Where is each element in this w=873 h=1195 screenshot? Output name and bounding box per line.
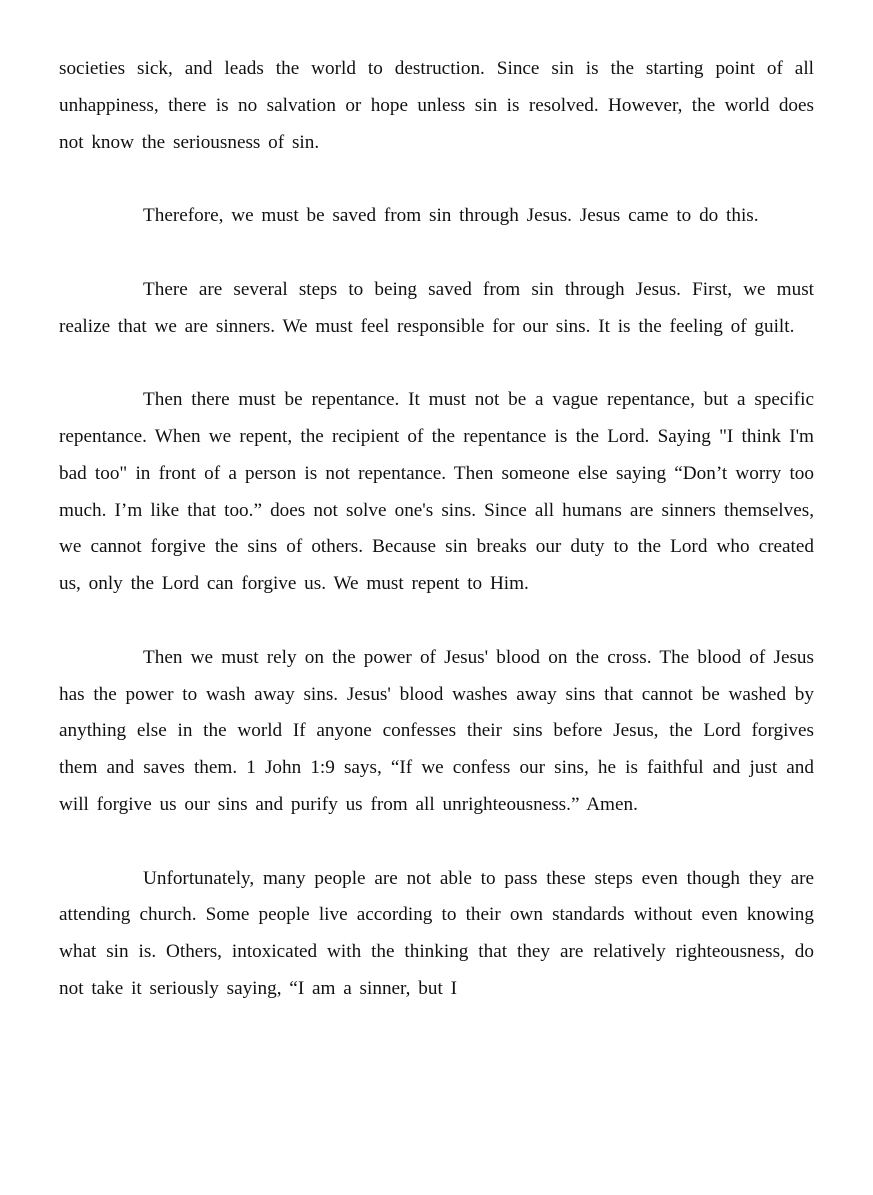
paragraph-saved-through-jesus: Therefore, we must be saved from sin through Jesus. Jesus came to do this. <box>143 205 759 227</box>
paragraph-steps: There are several steps to being saved from sin through Jesus. First, we must realize that we are sinners. We must feel responsible for our sins. It is the feeling of guilt. <box>59 278 814 337</box>
document-page <box>59 51 814 1008</box>
paragraph-repentance: Then there must be repentance. It must not be a vague repentance, but a specific repentance. When we repent, the recipient of the repentance is the Lord. Saying "I think I'm bad too" in front of a person is not repentance. Then someone else saying “Don’t worry too much. I’m like that too.” does not solve one's sins. Since all humans are sinners themselves, we cannot forgive the sins of others. Because sin breaks our duty to the Lord who created us, only the Lord can forgive us. We must repent to Him. <box>59 389 814 595</box>
paragraph-unfortunately: Unfortunately, many people are not able to pass these steps even though they are attending church. Some people live according to their own standards without even knowing what sin is. Others, intoxicated with the thinking that they are relatively righteousness, do not take it seriously saying, “I am a sinner, but I <box>59 867 814 999</box>
paragraph-continuation: societies sick, and leads the world to destruction. Since sin is the starting point of all unhappiness, there is no salvation or hope unless sin is resolved. However, the world does not know the seriousness of sin. <box>59 58 814 153</box>
paragraph-blood-of-jesus: Then we must rely on the power of Jesus' blood on the cross. The blood of Jesus has the power to wash away sins. Jesus' blood washes away sins that cannot be washed by anything else in the world If anyone confesses their sins before Jesus, the Lord forgives them and saves them. 1 John 1:9 says, “If we confess our sins, he is faithful and just and will forgive us our sins and purify us from all unrighteousness.” Amen. <box>59 646 814 815</box>
